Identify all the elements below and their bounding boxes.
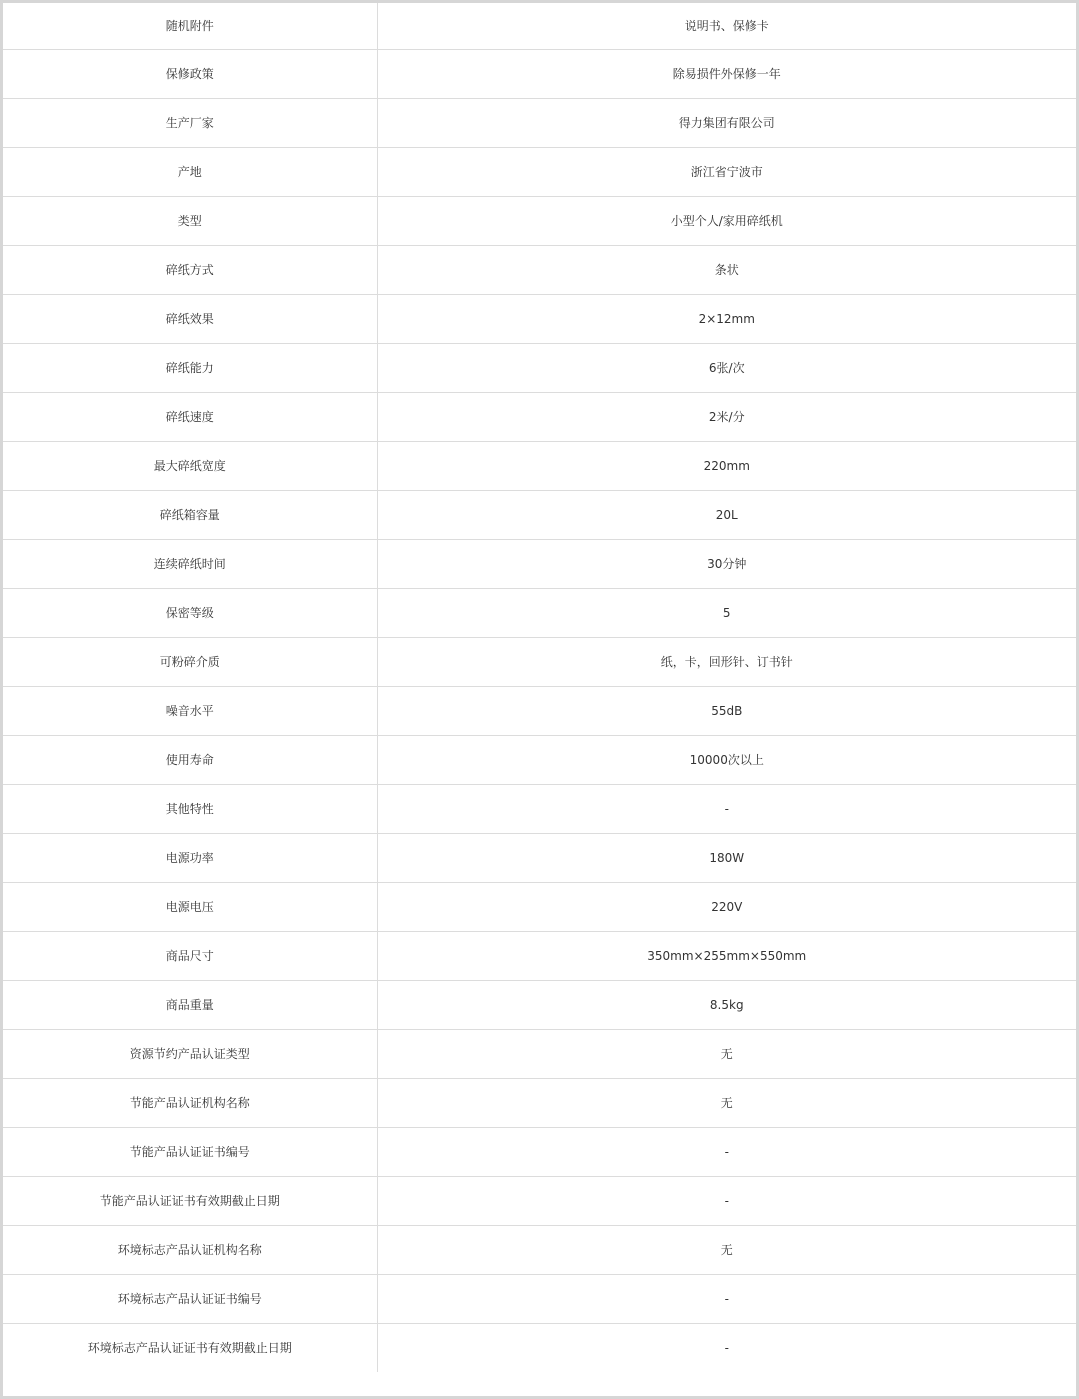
spec-value: 55dB	[377, 686, 1076, 735]
spec-value: -	[377, 1127, 1076, 1176]
table-row	[3, 931, 1076, 980]
table-row	[3, 784, 1076, 833]
spec-value: 无	[377, 1029, 1076, 1078]
table-row	[3, 98, 1076, 147]
spec-label: 连续碎纸时间	[3, 539, 377, 588]
spec-label: 最大碎纸宽度	[3, 441, 377, 490]
table-row	[3, 1176, 1076, 1225]
spec-label: 碎纸箱容量	[3, 490, 377, 539]
table-row	[3, 490, 1076, 539]
spec-value: 10000次以上	[377, 735, 1076, 784]
spec-label: 碎纸效果	[3, 294, 377, 343]
table-row	[3, 588, 1076, 637]
table-row	[3, 539, 1076, 588]
spec-value: 小型个人/家用碎纸机	[377, 196, 1076, 245]
spec-value: 6张/次	[377, 343, 1076, 392]
table-row	[3, 147, 1076, 196]
spec-label: 产地	[3, 147, 377, 196]
table-row	[3, 980, 1076, 1029]
spec-value: 2×12mm	[377, 294, 1076, 343]
spec-table	[3, 3, 1076, 1372]
table-row	[3, 1029, 1076, 1078]
spec-label: 节能产品认证机构名称	[3, 1078, 377, 1127]
spec-label: 节能产品认证证书编号	[3, 1127, 377, 1176]
spec-label: 可粉碎介质	[3, 637, 377, 686]
table-row	[3, 735, 1076, 784]
spec-label: 保修政策	[3, 49, 377, 98]
spec-label: 碎纸方式	[3, 245, 377, 294]
table-row	[3, 441, 1076, 490]
table-row	[3, 49, 1076, 98]
spec-value: -	[377, 1274, 1076, 1323]
table-row	[3, 3, 1076, 49]
table-row	[3, 833, 1076, 882]
spec-value: 除易损件外保修一年	[377, 49, 1076, 98]
spec-label: 使用寿命	[3, 735, 377, 784]
spec-label: 其他特性	[3, 784, 377, 833]
table-row	[3, 392, 1076, 441]
spec-value: 8.5kg	[377, 980, 1076, 1029]
spec-value: 无	[377, 1225, 1076, 1274]
spec-label: 环境标志产品认证证书有效期截止日期	[3, 1323, 377, 1372]
spec-label: 保密等级	[3, 588, 377, 637]
spec-label: 环境标志产品认证证书编号	[3, 1274, 377, 1323]
spec-label: 商品尺寸	[3, 931, 377, 980]
spec-label: 电源电压	[3, 882, 377, 931]
spec-label: 电源功率	[3, 833, 377, 882]
table-row	[3, 1274, 1076, 1323]
spec-label: 碎纸速度	[3, 392, 377, 441]
spec-label: 生产厂家	[3, 98, 377, 147]
spec-label: 节能产品认证证书有效期截止日期	[3, 1176, 377, 1225]
spec-value: 2米/分	[377, 392, 1076, 441]
spec-label: 资源节约产品认证类型	[3, 1029, 377, 1078]
spec-value: -	[377, 1176, 1076, 1225]
spec-label: 碎纸能力	[3, 343, 377, 392]
table-row	[3, 294, 1076, 343]
spec-value: 220mm	[377, 441, 1076, 490]
spec-label: 随机附件	[3, 3, 377, 49]
spec-value: 浙江省宁波市	[377, 147, 1076, 196]
spec-value: 无	[377, 1078, 1076, 1127]
spec-value: 20L	[377, 490, 1076, 539]
table-row	[3, 343, 1076, 392]
spec-table-body	[3, 3, 1076, 1372]
table-row	[3, 1078, 1076, 1127]
table-row	[3, 882, 1076, 931]
spec-label: 噪音水平	[3, 686, 377, 735]
spec-value: 220V	[377, 882, 1076, 931]
spec-value: 350mm×255mm×550mm	[377, 931, 1076, 980]
table-row	[3, 196, 1076, 245]
spec-label: 环境标志产品认证机构名称	[3, 1225, 377, 1274]
spec-value: 5	[377, 588, 1076, 637]
table-row	[3, 637, 1076, 686]
spec-label: 类型	[3, 196, 377, 245]
spec-value: 说明书、保修卡	[377, 3, 1076, 49]
table-row	[3, 1127, 1076, 1176]
spec-value: 条状	[377, 245, 1076, 294]
spec-value: 30分钟	[377, 539, 1076, 588]
table-row	[3, 1323, 1076, 1372]
spec-value: 纸，卡，回形针、订书针	[377, 637, 1076, 686]
spec-value: -	[724, 1340, 729, 1355]
table-row	[3, 1225, 1076, 1274]
spec-value: -	[377, 784, 1076, 833]
table-row	[3, 245, 1076, 294]
spec-label: 商品重量	[3, 980, 377, 1029]
spec-value: 180W	[377, 833, 1076, 882]
table-row	[3, 686, 1076, 735]
spec-value: 得力集团有限公司	[377, 98, 1076, 147]
